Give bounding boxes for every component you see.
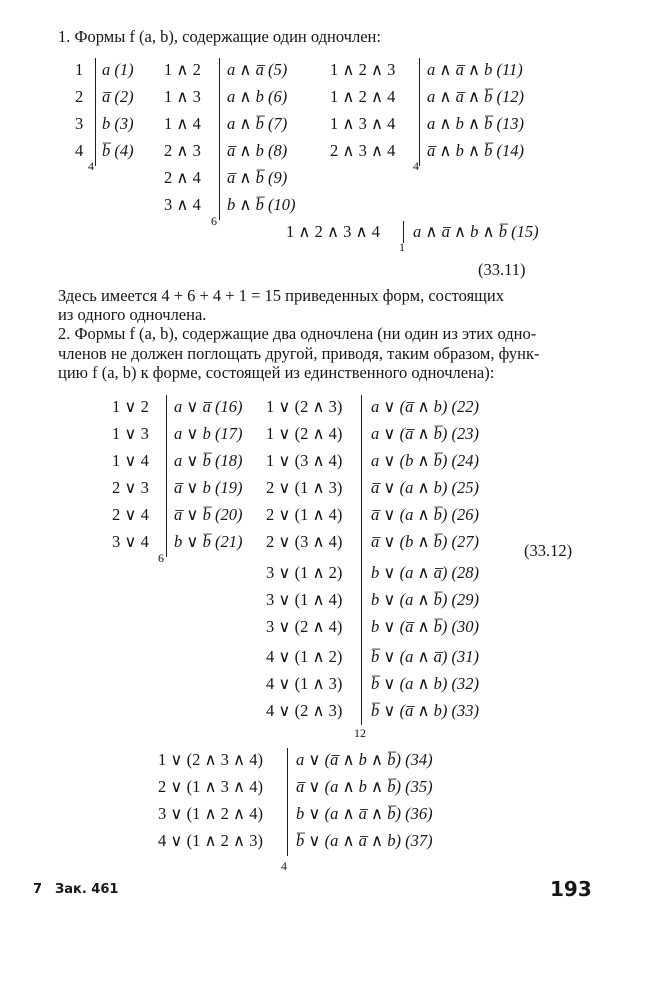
t1-col2-pair: 3 ∧ 4 bbox=[164, 195, 201, 214]
t2-colB-combination: 1 ∨ (2 ∧ 4) bbox=[266, 424, 343, 443]
t3-form: a ∨ (a̅ ∧ b ∧ b̅) (34) bbox=[296, 750, 433, 769]
t1-col3-triple: 1 ∧ 2 ∧ 4 bbox=[330, 87, 396, 106]
t1-col1-index: 1 bbox=[75, 60, 84, 79]
t1-row15-count: 1 bbox=[399, 240, 405, 254]
t2-colB-form: b ∨ (a ∧ b̅) (29) bbox=[371, 590, 480, 609]
t1-col2-form: a̅ ∧ b̅ (9) bbox=[227, 168, 288, 187]
t3-form: b̅ ∨ (a ∧ a̅ ∧ b) (37) bbox=[296, 831, 433, 850]
t3-combination: 1 ∨ (2 ∧ 3 ∧ 4) bbox=[158, 750, 263, 769]
t2-colB-form: b̅ ∨ (a ∧ a̅) (31) bbox=[371, 647, 480, 666]
t2-colB-combination: 1 ∨ (2 ∧ 3) bbox=[266, 397, 343, 416]
t2-colB-form: a̅ ∨ (a ∧ b) (25) bbox=[371, 478, 480, 497]
footer-signature-mark: 7 bbox=[33, 882, 43, 897]
t3-form: b ∨ (a ∧ a̅ ∧ b̅) (36) bbox=[296, 804, 433, 823]
t1-col3-form: a ∧ a̅ ∧ b (11) bbox=[427, 60, 523, 79]
t3-combination: 2 ∨ (1 ∧ 3 ∧ 4) bbox=[158, 777, 263, 796]
t2-colB-form: a̅ ∨ (b ∧ b̅) (27) bbox=[371, 532, 480, 551]
t1-col3-triple: 1 ∧ 3 ∧ 4 bbox=[330, 114, 396, 133]
t1-col3-form: a̅ ∧ b ∧ b̅ (14) bbox=[427, 141, 525, 160]
equation-number-33-11: (33.11) bbox=[478, 260, 526, 279]
t1-col1-form: a (1) bbox=[102, 60, 134, 79]
t2-colB-combination: 1 ∨ (3 ∧ 4) bbox=[266, 451, 343, 470]
t2-colB-form: a ∨ (a̅ ∧ b̅) (23) bbox=[371, 424, 480, 443]
t1-col3-divider bbox=[419, 58, 420, 166]
page-number: 193 bbox=[550, 877, 592, 901]
t1-col3-form: a ∧ b ∧ b̅ (13) bbox=[427, 114, 525, 133]
t3-divider bbox=[287, 748, 288, 856]
t2-colA-form: a ∨ a̅ (16) bbox=[174, 397, 243, 416]
t1-row15-quad: 1 ∧ 2 ∧ 3 ∧ 4 bbox=[286, 222, 380, 241]
t1-col2-pair: 2 ∧ 3 bbox=[164, 141, 201, 160]
t2-colA-pair: 2 ∨ 4 bbox=[112, 505, 149, 524]
t1-col2-count: 6 bbox=[211, 214, 217, 228]
t1-col1-count: 4 bbox=[88, 159, 94, 173]
t1-col2-form: a ∧ a̅ (5) bbox=[227, 60, 288, 79]
t2-colB-count: 12 bbox=[354, 726, 366, 740]
paragraph-line: из одного одночлена. bbox=[58, 305, 207, 324]
t2-colA-form: a̅ ∨ b̅ (20) bbox=[174, 505, 243, 524]
t2-colB-combination: 3 ∨ (1 ∧ 2) bbox=[266, 563, 343, 582]
t3-count: 4 bbox=[281, 859, 287, 873]
t1-col1-index: 4 bbox=[75, 141, 84, 160]
t2-colB-combination: 2 ∨ (3 ∧ 4) bbox=[266, 532, 343, 551]
t1-col2-pair: 2 ∧ 4 bbox=[164, 168, 201, 187]
t1-col1-divider bbox=[95, 58, 96, 166]
heading-forms-one-monomial: 1. Формы f (a, b), содержащие один одночлен: bbox=[58, 27, 381, 46]
t1-col2-form: a ∧ b (6) bbox=[227, 87, 288, 106]
t2-colB-combination: 2 ∨ (1 ∧ 4) bbox=[266, 505, 343, 524]
t2-colA-form: a ∨ b (17) bbox=[174, 424, 243, 443]
t2-colB-combination: 4 ∨ (1 ∧ 3) bbox=[266, 674, 343, 693]
t1-col1-form: b̅ (4) bbox=[102, 141, 134, 160]
t2-colA-form: a̅ ∨ b (19) bbox=[174, 478, 243, 497]
t1-col2-pair: 1 ∧ 3 bbox=[164, 87, 201, 106]
t1-col2-pair: 1 ∧ 2 bbox=[164, 60, 201, 79]
t1-col3-triple: 2 ∧ 3 ∧ 4 bbox=[330, 141, 396, 160]
t2-colB-form: b ∨ (a̅ ∧ b̅) (30) bbox=[371, 617, 480, 636]
t2-colB-combination: 3 ∨ (2 ∧ 4) bbox=[266, 617, 343, 636]
t2-colB-combination: 3 ∨ (1 ∧ 4) bbox=[266, 590, 343, 609]
t1-col2-form: a̅ ∧ b (8) bbox=[227, 141, 288, 160]
t3-form: a̅ ∨ (a ∧ b ∧ b̅) (35) bbox=[296, 777, 433, 796]
t1-col1-form: b (3) bbox=[102, 114, 134, 133]
t2-colB-divider bbox=[361, 395, 362, 725]
t2-colB-form: a ∨ (b ∧ b̅) (24) bbox=[371, 451, 480, 470]
paragraph-line: Здесь имеется 4 + 6 + 4 + 1 = 15 приведенных форм, состоящих bbox=[58, 286, 504, 305]
t2-colA-count: 6 bbox=[158, 551, 164, 565]
t1-col1-form: a̅ (2) bbox=[102, 87, 134, 106]
equation-number-33-12: (33.12) bbox=[524, 541, 573, 560]
t2-colB-form: a ∨ (a̅ ∧ b) (22) bbox=[371, 397, 480, 416]
t2-colB-form: b̅ ∨ (a̅ ∧ b) (33) bbox=[371, 701, 480, 720]
t3-combination: 3 ∨ (1 ∧ 2 ∧ 4) bbox=[158, 804, 263, 823]
t2-colA-pair: 2 ∨ 3 bbox=[112, 478, 149, 497]
t1-col2-form: b ∧ b̅ (10) bbox=[227, 195, 296, 214]
footer-order-number: Зак. 461 bbox=[55, 882, 119, 897]
t1-col2-divider bbox=[219, 58, 220, 220]
t2-colA-pair: 1 ∨ 4 bbox=[112, 451, 149, 470]
t2-colB-combination: 2 ∨ (1 ∧ 3) bbox=[266, 478, 343, 497]
t2-colA-pair: 1 ∨ 2 bbox=[112, 397, 149, 416]
t1-col2-pair: 1 ∧ 4 bbox=[164, 114, 201, 133]
t2-colA-form: a ∨ b̅ (18) bbox=[174, 451, 243, 470]
t2-colB-form: a̅ ∨ (a ∧ b̅) (26) bbox=[371, 505, 480, 524]
heading-forms-two-monomials: 2. Формы f (a, b), содержащие два одночлена (ни один из этих одно- bbox=[58, 324, 537, 343]
t2-colA-form: b ∨ b̅ (21) bbox=[174, 532, 243, 551]
t1-col3-form: a ∧ a̅ ∧ b̅ (12) bbox=[427, 87, 525, 106]
t2-colB-combination: 4 ∨ (1 ∧ 2) bbox=[266, 647, 343, 666]
t1-col2-form: a ∧ b̅ (7) bbox=[227, 114, 288, 133]
paragraph-line: членов не должен поглощать другой, приводя, таким образом, функ- bbox=[58, 344, 540, 363]
t2-colA-pair: 1 ∨ 3 bbox=[112, 424, 149, 443]
t1-col3-count: 4 bbox=[413, 159, 419, 173]
t2-colA-pair: 3 ∨ 4 bbox=[112, 532, 149, 551]
t2-colB-form: b ∨ (a ∧ a̅) (28) bbox=[371, 563, 480, 582]
paragraph-line: цию f (a, b) к форме, состоящей из единственного одночлена): bbox=[58, 363, 495, 382]
t3-combination: 4 ∨ (1 ∧ 2 ∧ 3) bbox=[158, 831, 263, 850]
t2-colB-form: b̅ ∨ (a ∧ b) (32) bbox=[371, 674, 480, 693]
t1-col1-index: 2 bbox=[75, 87, 84, 106]
t2-colA-divider bbox=[166, 395, 167, 557]
t1-col1-index: 3 bbox=[75, 114, 84, 133]
t1-row15-form: a ∧ a̅ ∧ b ∧ b̅ (15) bbox=[413, 222, 539, 241]
t2-colB-combination: 4 ∨ (2 ∧ 3) bbox=[266, 701, 343, 720]
t1-col3-triple: 1 ∧ 2 ∧ 3 bbox=[330, 60, 396, 79]
